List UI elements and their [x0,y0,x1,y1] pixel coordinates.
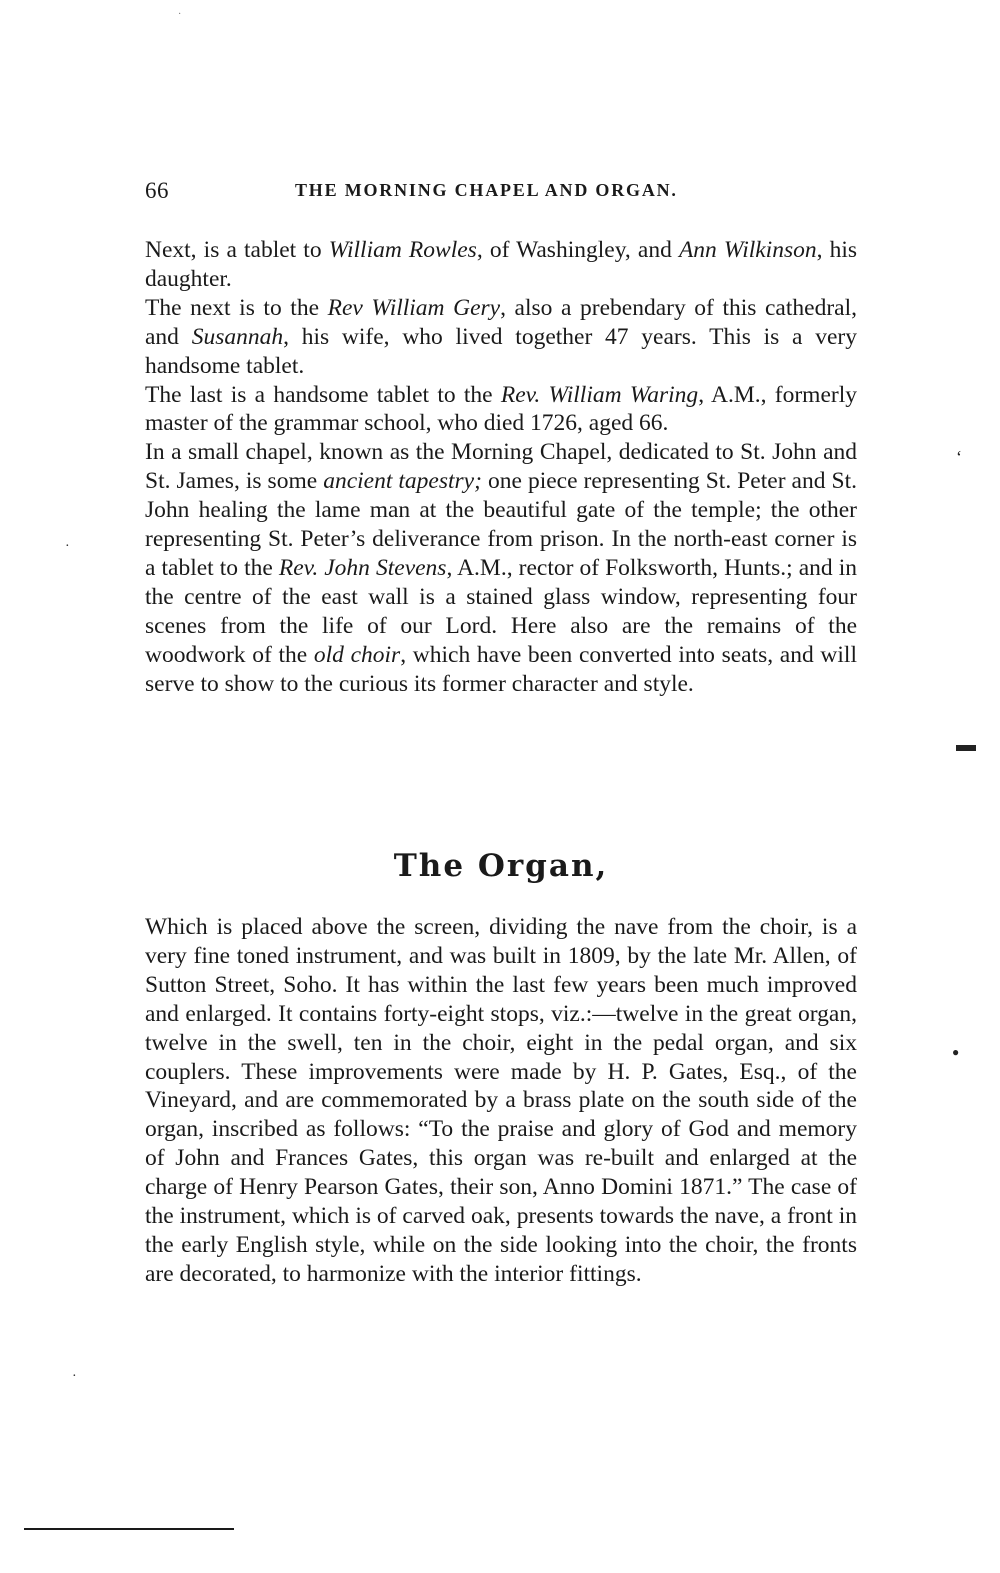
text-run: , A.M., rector of Folksworth, Hunts.; and in the centre of the east wall is a stained glass window, representing four scenes from the life of our Lord. Here also are the remains of the woodwork of the [145,554,857,668]
margin-speck: ▬ [956,734,976,756]
text-run: , his wife, who lived together 47 years. This is a very handsome tablet. [145,323,858,379]
paragraph-rowles [145,236,857,294]
text-run: one piece representing St. Peter and St. John healing the lame man at the beautiful gate of the temple; the other representing St. Peter’s deliverance from prison. In the north-east corner is a tablet to the [145,468,857,581]
paragraph-gery [145,294,857,381]
paragraph-waring [145,381,857,439]
chapel-text-block [145,236,857,699]
italic-name: Ann Wilkinson [678,237,817,263]
italic-name: Rev. William Waring [500,381,699,408]
organ-text-block [145,913,857,1289]
italic-phrase: ancient tapestry; [323,468,482,495]
text-run: , which have been converted into seats, and will serve to show to the curious its former character and style. [145,641,857,697]
italic-phrase: old choir [313,641,401,668]
footer-rule [24,1528,234,1530]
text-run: In a small chapel, known as the Morning Chapel, dedicated to St. John and St. James, is some [145,439,857,495]
margin-speck: · [65,539,70,554]
italic-name: Rev William Gery [327,294,501,321]
text-run: Next, is a tablet to [145,237,329,263]
text-run: , of Washingley, and [476,237,679,263]
text-run: The last is a handsome tablet to the [145,381,501,408]
text-run: , his daughter. [145,237,858,292]
running-head [145,178,857,208]
text-run: , A.M., formerly master of the grammar school, who died 1726, aged 66. [145,381,857,437]
margin-speck: ‘ [956,447,962,467]
text-run: , also a prebendary of this cathedral, and [145,294,857,350]
paragraph-morning-chapel [145,438,857,698]
italic-name: Susannah [191,323,284,350]
italic-name: William Rowles [328,237,477,263]
running-title: THE MORNING CHAPEL AND ORGAN. [295,180,678,200]
margin-speck: · [178,9,182,20]
text-run: The next is to the [145,294,328,321]
paragraph-organ [145,913,857,1289]
margin-speck: ● [952,1045,960,1059]
text-run: Which is placed above the screen, dividing the nave from the choir, is a very fine toned instrument, and was built in 1809, by the late Mr. Allen, of Sutton Street, Soho. It has within the last few years been much improved and enlarged. It contains forty-eight stops, viz.:—twelve in the great organ, twelve in the swell, ten in the choir, eight in the pedal organ, and six couplers. These improvements were made by H. P. Gates, Esq., of the Vineyard, and are commemorated by a brass plate on the south side of the organ, inscribed as follows: “To the praise and glory of God and memory of John and Frances Gates, this organ was re-built and enlarged at the charge of Henry Pearson Gates, their son, Anno Domini 1871.” The case of the instrument, which is of carved oak, presents towards the nave, a front in the early English style, while on the side looking into the choir, the fronts are decorated, to harmonize with the interior fittings. [145,914,857,1287]
margin-speck: · [72,1369,77,1384]
italic-name: Rev. John Stevens [278,554,447,581]
section-heading: The Organ, [393,848,609,884]
page-number: 66 [145,178,169,203]
